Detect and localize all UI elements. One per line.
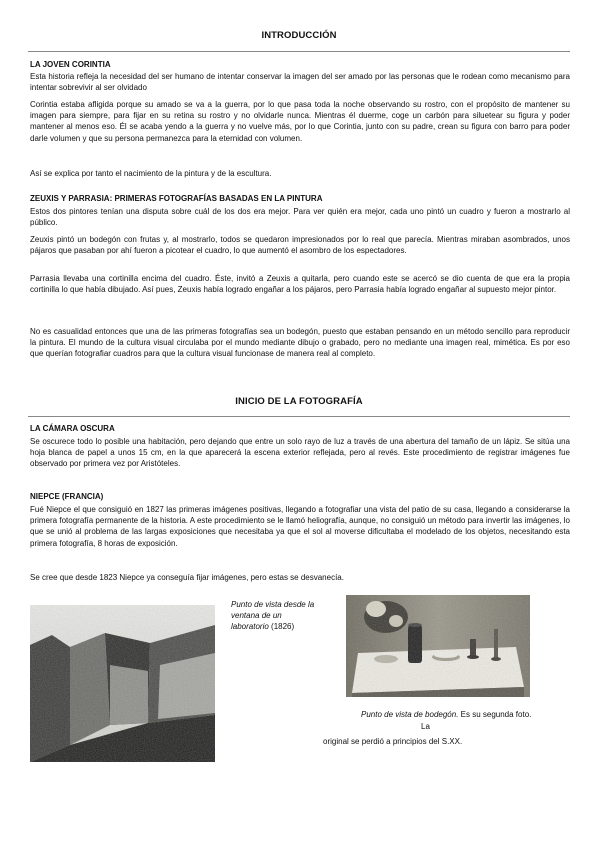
joven-paragraph-2: Corintia estaba afligida porque su amado se va a la guerra, por lo que pasa toda la noche observando su rostro, con el propósito de mantener su imagen para siempre, para fijar en su retina su rostro y no olvidarle nunca. Mientras él duerme, coge un carbón para siluetear su figura y poder mantener al menos eso. Él se acaba yendo a la guerra y no vuelve más, por lo que Corintia, junto con su padre, crean su figura con barro para poder darle volumen y que su persona permanezca para la eternidad con volumen. (30, 100, 570, 143)
niepce-heading: NIEPCE (FRANCIA) (30, 492, 104, 501)
window-view-caption-line-1: Punto de vista desde la (231, 600, 315, 609)
still-life-caption-rest-3: original se perdió a principios del S.XX. (323, 737, 463, 746)
inicio-rule (28, 416, 570, 417)
intro-title: INTRODUCCIÓN (261, 30, 337, 41)
still-life-caption-line-1 (361, 709, 581, 720)
joven-paragraph-1: Esta historia refleja la necesidad del ser humano de intentar conservar la imagen del ser amado por las personas que le rodean como mecanismo para intentar sobrevivir al ser olvidado (30, 72, 570, 93)
still-life-caption-rest-1: Es su segunda foto. (460, 710, 532, 719)
zeuxis-heading: ZEUXIS Y PARRASIA: PRIMERAS FOTOGRAFÍAS BASADAS EN LA PINTURA (30, 194, 323, 203)
window-view-caption-line-2: ventana de un (231, 611, 282, 620)
still-life-caption-rest-2: La (421, 722, 430, 731)
window-view-caption-line-3: laboratorio (231, 622, 269, 631)
niepce-paragraph-2: Se cree que desde 1823 Niepce ya conseguía fijar imágenes, pero estas se desvanecía. (30, 573, 344, 582)
window-view-photo (30, 605, 215, 762)
zeuxis-paragraph-3: Parrasia llevaba una cortinilla encima del cuadro. Éste, invitó a Zeuxis a quitarla, pero cuando este se acercó se dio cuenta de que era la propia cortinilla lo que había dibujado. Así pues, Zeuxis había logrado engañar a los pájaros, pero Parrasia había logrado engañar al supuesto mejor pintor. (30, 274, 570, 295)
zeuxis-paragraph-2: Zeuxis pintó un bodegón con frutas y, al mostrarlo, todos se quedaron impresionados por lo real que parecía. Mientras miraban asombrados, unos pájaros que pasaban por ahí fueron a picotear el cuadro, lo que aumentó el asombro de los espectadores. (30, 235, 570, 256)
joven-heading: LA JOVEN CORINTIA (30, 60, 111, 69)
camara-paragraph-1: Se oscurece todo lo posible una habitación, pero dejando que entre un solo rayo de luz a través de una abertura del tamaño de un lápiz. Se sitúa una hoja blanca de papel a unos 15 cm, en la que aparecerá la escena exterior reflejada, pero al revés. Este procedimiento de registrar imágenes fue observado por primera vez por Aristóteles. (30, 437, 570, 469)
window-view-caption (231, 599, 351, 632)
niepce-paragraph-1: Fué Niepce el que consiguió en 1827 las primeras imágenes positivas, llegando a fotografiar una vista del patio de su casa, llegando a considerarse la primera fotografía permanente de la historia. A este procedimiento se le llamó heliografía, aunque, no consiguió un método para invertir las imágenes, lo que se unió al problema de las largas exposiciones que necesitaba ya que el sol al moverse dificultaba el modelado de los objetos, necesitando esta primera fotografía, 8 horas de exposición. (30, 505, 570, 548)
joven-paragraph-3: Así se explica por tanto el nacimiento de la pintura y de la escultura. (30, 169, 272, 178)
zeuxis-paragraph-1: Estos dos pintores tenían una disputa sobre cuál de los dos era mejor. Para ver quién era mejor, cada uno pintó un cuadro y fueron a mostrarlo al público. (30, 207, 570, 228)
intro-rule (28, 51, 570, 52)
still-life-caption-italic: Punto de vista de bodegón. (361, 710, 459, 719)
zeuxis-paragraph-4: No es casualidad entonces que una de las primeras fotografías sea un bodegón, puesto que estaban pensando en un método sencillo para reproducir la pintura. El mundo de la cultura visual circulaba por el mundo mediante dibujo o grabado, pero no mediante una imagen real, mimética. Es por eso que querían fotografiar cuadros para que la cultura visual funcionase de manera real al completo. (30, 327, 570, 359)
camara-heading: LA CÁMARA OSCURA (30, 424, 115, 433)
window-view-caption-year: (1826) (271, 622, 295, 631)
still-life-photo (346, 595, 530, 697)
inicio-title: INICIO DE LA FOTOGRAFÍA (235, 396, 363, 407)
